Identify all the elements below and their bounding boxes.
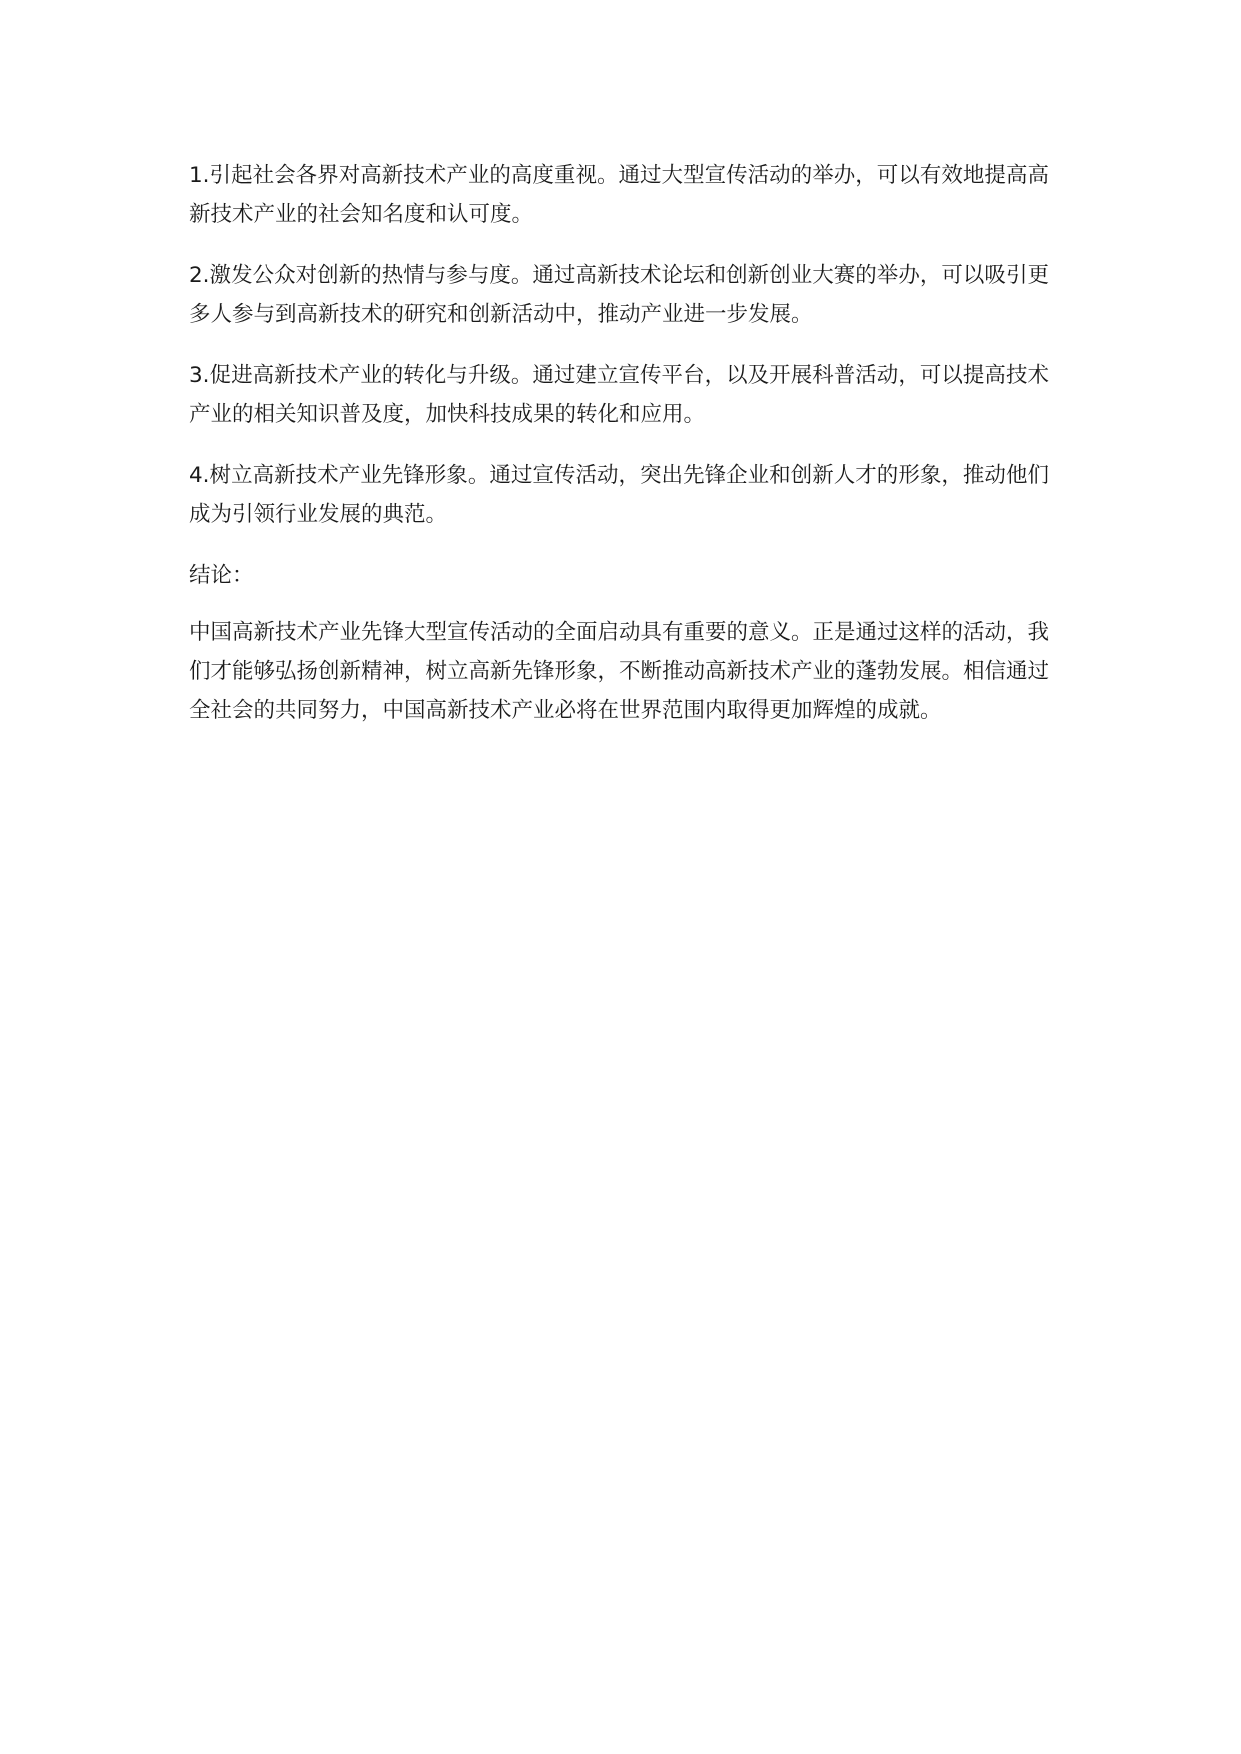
paragraph-point-2: 2.激发公众对创新的热情与参与度。通过高新技术论坛和创新创业大赛的举办，可以吸引更多人参与到高新技术的研究和创新活动中，推动产业进一步发展。: [189, 263, 1049, 327]
document-body: [189, 156, 1049, 752]
paragraph-point-3: 3.促进高新技术产业的转化与升级。通过建立宣传平台，以及开展科普活动，可以提高技术产业的相关知识普及度，加快科技成果的转化和应用。: [189, 363, 1049, 427]
paragraph-point-1: 1.引起社会各界对高新技术产业的高度重视。通过大型宣传活动的举办，可以有效地提高高新技术产业的社会知名度和认可度。: [189, 163, 1049, 227]
paragraph-point-4: 4.树立高新技术产业先锋形象。通过宣传活动，突出先锋企业和创新人才的形象，推动他们成为引领行业发展的典范。: [189, 463, 1049, 527]
conclusion-paragraph: 中国高新技术产业先锋大型宣传活动的全面启动具有重要的意义。正是通过这样的活动，我们才能够弘扬创新精神，树立高新先锋形象，不断推动高新技术产业的蓬勃发展。相信通过全社会的共同努力，中国高新技术产业必将在世界范围内取得更加辉煌的成就。: [189, 620, 1050, 723]
conclusion-heading: 结论：: [189, 563, 254, 588]
